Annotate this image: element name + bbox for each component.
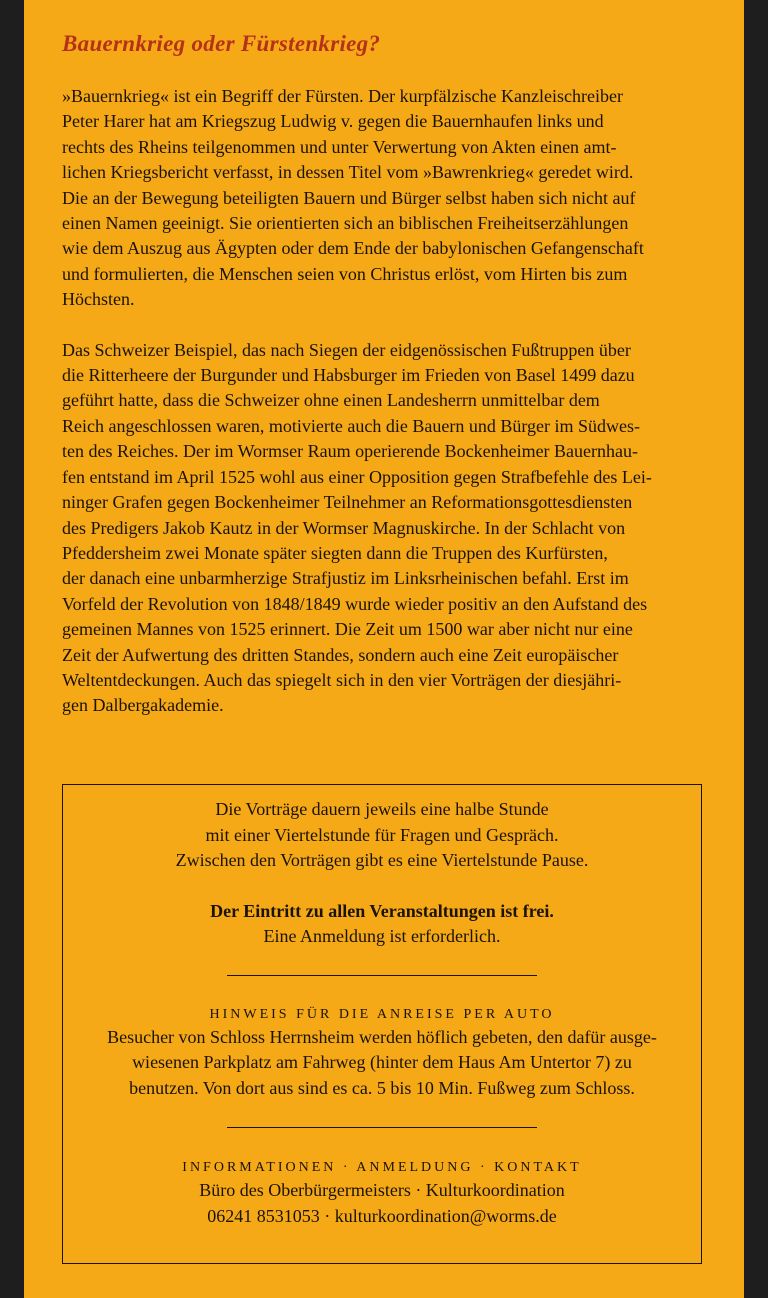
text-line: benutzen. Von dort aus sind es ca. 5 bis 10 Min. Fußweg zum Schloss. [129,1077,635,1098]
admission-free-text: Der Eintritt zu allen Veranstaltungen ist frei. [210,900,554,921]
text-line: fen entstand im April 1525 wohl aus einer Opposition gegen Strafbefehle des Lei- [62,466,652,487]
text-line: Die Vorträge dauern jeweils eine halbe Stunde [215,799,549,819]
car-travel-text [63,1025,701,1102]
car-travel-heading: HINWEIS FÜR DIE ANREISE PER AUTO [209,1006,555,1022]
text-line: gemeinen Mannes von 1525 erinnert. Die Zeit um 1500 war aber nicht nur eine [62,619,633,640]
text-line: Reich angeschlossen waren, motivierte auch die Bauern und Bürger im Südwes- [62,415,641,436]
schedule-info [63,797,701,874]
text-line: Das Schweizer Beispiel, das nach Siegen der eidgenössischen Fußtruppen über [62,339,631,360]
text-line: die Ritterheere der Burgunder und Habsburger im Frieden von Basel 1499 dazu [62,365,635,386]
text-line: der danach eine unbarmherzige Strafjustiz im Linksrheinischen befahl. Erst im [62,568,629,589]
phone-email[interactable]: 06241 8531053 · kulturkoordination@worms.de [207,1205,557,1226]
contact-heading: INFORMATIONEN · ANMELDUNG · KONTAKT [182,1160,582,1175]
text-line: gen Dalbergakademie. [62,695,224,716]
contact-details [63,1178,701,1229]
text-line: einen Namen geeinigt. Sie orientierten sich an biblischen Freiheitserzählungen [62,213,629,234]
paragraph-terminology [62,84,708,313]
info-box [62,784,702,1264]
text-line: wiesenen Parkplatz am Fahrweg (hinter dem Haus Am Untertor 7) zu [132,1052,632,1072]
text-line: ten des Reiches. Der im Wormser Raum operierende Bockenheimer Bauernhau- [62,441,639,462]
text-line: Pfeddersheim zwei Monate später siegten dann die Truppen des Kurfürsten, [62,542,608,563]
text-line: geführt hatte, dass die Schweizer ohne einen Landesherrn unmittelbar dem [62,390,600,411]
text-line: rechts des Rheins teilgenommen und unter Verwertung von Akten einen amt- [62,136,617,157]
text-line: Höchsten. [62,289,135,310]
paragraph-history [62,338,708,719]
text-line: Zwischen den Vorträgen gibt es eine Viertelstunde Pause. [175,850,589,870]
text-line: wie dem Auszug aus Ägypten oder dem Ende der babylonischen Gefangenschaft [62,238,644,259]
text-line: lichen Kriegsbericht verfasst, in dessen Titel vom »Bawrenkrieg« geredet wird. [62,162,634,183]
admission-info [63,899,701,950]
text-line: und formulierten, die Menschen seien von Christus erlöst, vom Hirten bis zum [62,263,628,284]
text-line: Vorfeld der Revolution von 1848/1849 wurde wieder positiv an den Aufstand des [62,593,648,614]
document-page [24,0,744,1298]
text-line: des Predigers Jakob Kautz in der Wormser Magnuskirche. In der Schlacht von [62,517,626,538]
office-name: Büro des Oberbürgermeisters · Kulturkoordination [199,1180,565,1200]
text-line: Weltentdeckungen. Auch das spiegelt sich in den vier Vorträgen der diesjähri- [62,669,622,690]
registration-text: Eine Anmeldung ist erforderlich. [263,926,501,946]
text-line: Die an der Bewegung beteiligten Bauern und Bürger selbst haben sich nicht auf [62,187,636,208]
divider [227,1127,537,1128]
text-line: Peter Harer hat am Kriegszug Ludwig v. gegen die Bauernhaufen links und [62,111,604,132]
article-heading: Bauernkrieg oder Fürstenkrieg? [62,31,381,56]
text-line: »Bauernkrieg« ist ein Begriff der Fürsten. Der kurpfälzische Kanzleischreiber [62,86,623,106]
divider [227,975,537,976]
text-line: Besucher von Schloss Herrnsheim werden höflich gebeten, den dafür ausge- [107,1026,657,1047]
article [62,0,708,719]
text-line: mit einer Viertelstunde für Fragen und Gespräch. [205,824,559,845]
text-line: Zeit der Aufwertung des dritten Standes, sondern auch eine Zeit europäischer [62,644,619,665]
text-line: ninger Grafen gegen Bockenheimer Teilnehmer an Reformationsgottesdiensten [62,492,633,513]
